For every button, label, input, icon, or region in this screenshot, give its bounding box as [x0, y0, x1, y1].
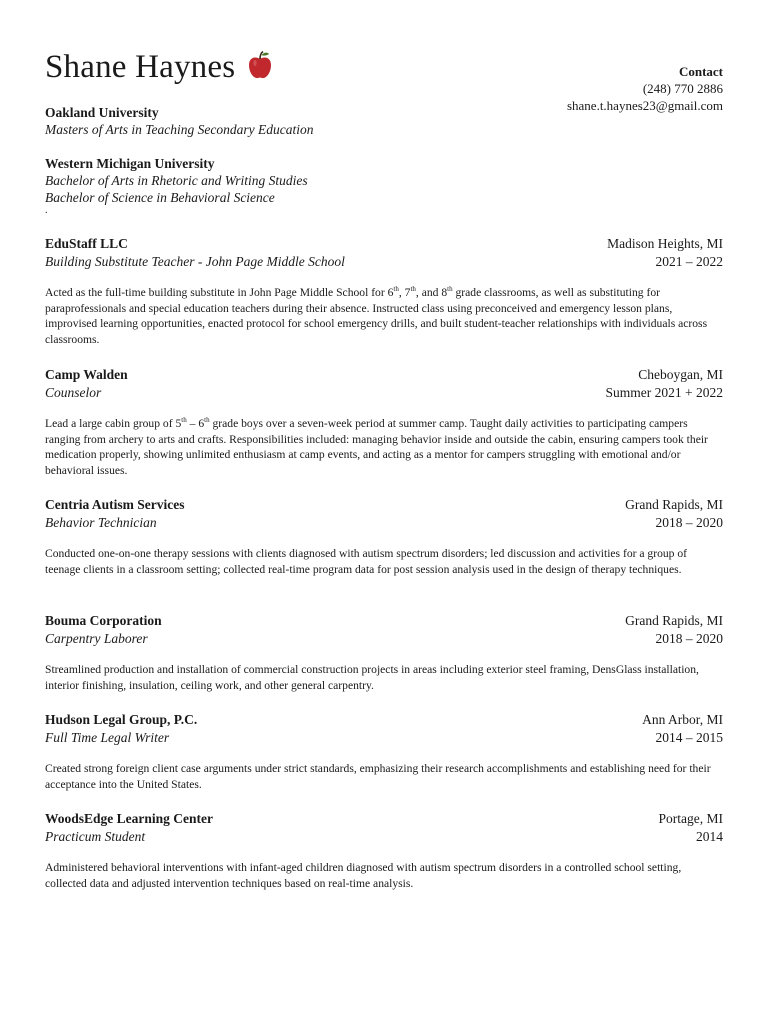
- contact-block: [567, 63, 723, 114]
- job-title: Counselor: [45, 384, 102, 400]
- job-dates: 2014: [696, 828, 723, 844]
- school-name: Oakland University: [45, 105, 159, 120]
- resume-page: [45, 0, 723, 1024]
- job-title: Carpentry Laborer: [45, 630, 148, 646]
- job-entry: [45, 612, 723, 693]
- education-entry: [45, 155, 308, 216]
- job-title: Full Time Legal Writer: [45, 729, 170, 745]
- job-description: Conducted one-on-one therapy sessions with clients diagnosed with autism spectrum disorders; led discussion and activities for a group of teenage clients in a classroom setting; collected real-time program data for post session analysis used in the design of therapy techniques.: [45, 547, 688, 576]
- header: [45, 47, 273, 87]
- job-dates: Summer 2021 + 2022: [605, 384, 723, 400]
- degree: Bachelor of Science in Behavioral Science: [45, 190, 275, 205]
- degree: Bachelor of Arts in Rhetoric and Writing Studies: [45, 173, 308, 188]
- school-name: Western Michigan University: [45, 156, 215, 171]
- job-description: Lead a large cabin group of 5th – 6th grade boys over a seven-week period at summer camp. Taught daily activities to participating campers ranging from archery to arts and crafts. Responsibilities included: managing behavior inside and outside the cabin, ensuring campers took their medication properly, showing unlimited enthusiasm at camp events, and acting as a mentor for campers struggling with emotional and/or behavioral issues.: [45, 416, 708, 477]
- job-location: Portage, MI: [658, 811, 723, 826]
- company-name: EduStaff LLC: [45, 236, 128, 251]
- job-location: Grand Rapids, MI: [625, 613, 723, 628]
- job-entry: [45, 235, 723, 347]
- education-entry: [45, 104, 313, 138]
- company-name: WoodsEdge Learning Center: [45, 811, 214, 826]
- phone-number: (248) 770 2886: [642, 81, 723, 96]
- job-location: Grand Rapids, MI: [625, 497, 723, 512]
- email-link[interactable]: shane.t.haynes23@gmail.com: [566, 98, 723, 113]
- job-dates: 2014 – 2015: [655, 729, 723, 745]
- contact-label: Contact: [678, 64, 723, 79]
- job-title: Building Substitute Teacher - John Page Middle School: [45, 253, 345, 269]
- degree: Masters of Arts in Teaching Secondary Education: [45, 122, 314, 137]
- company-name: Hudson Legal Group, P.C.: [45, 712, 198, 727]
- job-dates: 2018 – 2020: [655, 630, 723, 646]
- job-location: Cheboygan, MI: [638, 367, 723, 382]
- company-name: Bouma Corporation: [45, 613, 162, 628]
- job-dates: 2021 – 2022: [655, 253, 723, 269]
- job-title: Behavior Technician: [45, 514, 157, 530]
- resume-name: Shane Haynes: [45, 49, 236, 85]
- job-entry: [45, 366, 723, 478]
- job-location: Madison Heights, MI: [607, 236, 723, 251]
- job-entry: [45, 711, 723, 792]
- company-name: Centria Autism Services: [45, 497, 185, 512]
- company-name: Camp Walden: [45, 367, 128, 382]
- job-location: Ann Arbor, MI: [642, 712, 723, 727]
- job-dates: 2018 – 2020: [655, 514, 723, 530]
- job-title: Practicum Student: [45, 828, 146, 844]
- job-description: Created strong foreign client case arguments under strict standards, emphasizing their research accomplishments and establishing need for their acceptance into the United States.: [45, 762, 711, 791]
- job-description: Acted as the full-time building substitute in John Page Middle School for 6th, 7th, and 8th grade classrooms, as well as substituting for paraprofessionals and special education teachers during their absence. Instructed class using preconceived and emergency lesson plans, improvised learning opportunities, enacted protocol for school emergency drills, and built student-teacher relationships with individuals across classrooms.: [45, 285, 708, 346]
- trailing-mark: .: [45, 205, 48, 216]
- job-entry: [45, 496, 723, 577]
- job-description: Administered behavioral interventions with infant-aged children diagnosed with autism spectrum disorders in a controlled school setting, collected data and adjusted intervention techniques based on real-time analysis.: [45, 861, 682, 890]
- job-entry: [45, 810, 723, 891]
- apple-icon: [247, 50, 273, 80]
- job-description: Streamlined production and installation of commercial construction projects in areas including exterior steel framing, DensGlass installation, interior finishing, insulation, ceiling work, and other general carpentry.: [45, 663, 699, 692]
